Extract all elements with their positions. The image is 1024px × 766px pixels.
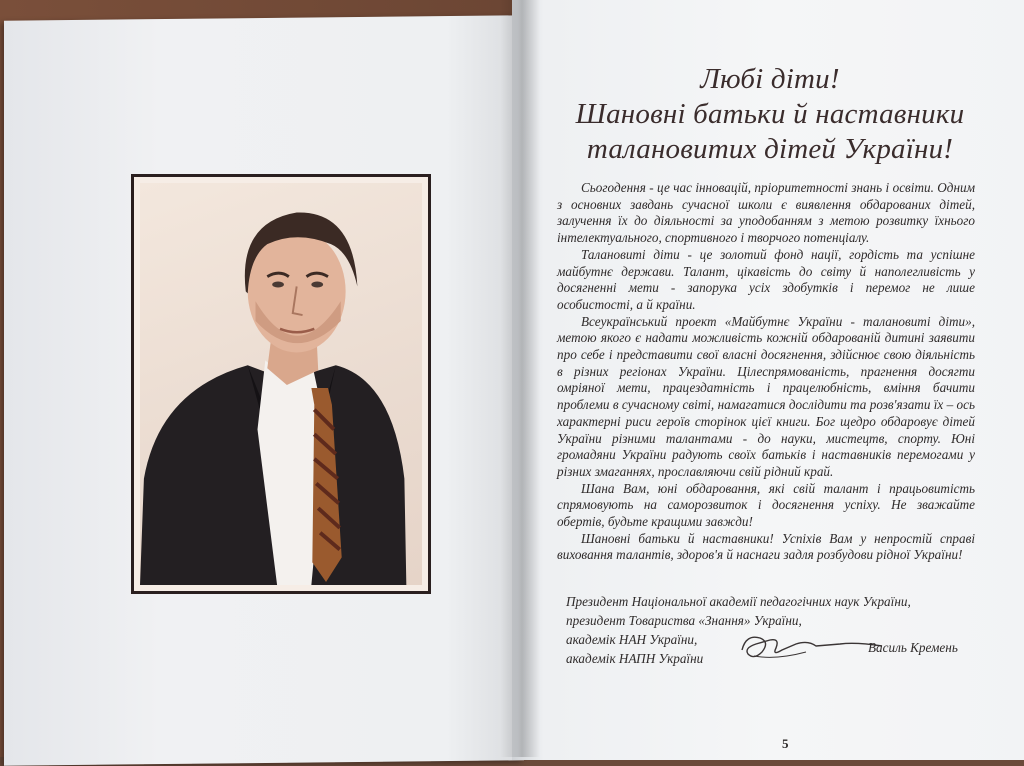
signature-title-line: президент Товариства «Знання» України,: [566, 613, 802, 628]
handwritten-signature: [736, 628, 886, 664]
heading-line: Любі діти!: [700, 63, 840, 95]
letter-body: [557, 180, 975, 564]
greeting-heading: [560, 62, 980, 167]
heading-line: Шановні батьки й наставники: [575, 98, 965, 130]
paragraph: Всеукраїнський проект «Майбутнє України - талановиті діти», метою якого є надати можливість кожній обдарованій дитині заявити про себе і представити свої власні досягнення, здійснює свою діяльність в різних регіонах України. Цілеспрямованість, прагнення досягти омріяної мети, працездатність і працелюбність, вміння бачити проблеми в сучасному світі, намагатися дослідити та розв'язати їх – ось характерні риси героїв сторінок цієї книги. Бог щедро обдаровує дітей України різними талантами - до науки, мистецтв, спорту. Юні громадяни України радують своїх батьків і наставників перемогами у різних змаганнях, прославляючи свій рідний край.: [557, 313, 975, 479]
signature-title-line: академік НАПН України: [566, 651, 704, 666]
heading-line: талановитих дітей України!: [586, 133, 954, 165]
page-number: 5: [782, 736, 789, 751]
paragraph: Шана Вам, юні обдаровання, які свій талант і працьовитість спрямовують на саморозвиток і досягнення успіху. Не зважайте обертів, будьте кращими завжди!: [557, 480, 975, 530]
signatory-name: Василь Кремень: [868, 640, 958, 655]
signature-title-line: академік НАН України,: [566, 632, 698, 647]
signature-title-line: Президент Національної академії педагогічних наук України,: [566, 594, 911, 609]
paragraph: Шановні батьки й наставники! Успіхів Вам у непростій справі виховання талантів, здоров'я й наснаги задля розбудови рідної України!: [557, 530, 975, 563]
portrait-frame: [131, 174, 431, 594]
book-gutter: [500, 0, 540, 757]
paragraph: Сьогодення - це час інновацій, пріоритетності знань і освіти. Одним з основних завдань сучасної школи є виявлення обдарованих дітей, залучення їх до діяльності за уподобанням з метою розвитку їхнього інтелектуального, спортивного і творчого потенціалу.: [557, 180, 975, 246]
portrait-illustration: [140, 183, 422, 585]
portrait-photo: [140, 183, 422, 585]
paragraph: Талановиті діти - це золотий фонд нації, гордість та успішне майбутнє держави. Талант, цікавість до світу й наполегливість у досягненні мети - запорука усіх здобутків і перемог не лише особистості, а й країни.: [557, 246, 975, 312]
